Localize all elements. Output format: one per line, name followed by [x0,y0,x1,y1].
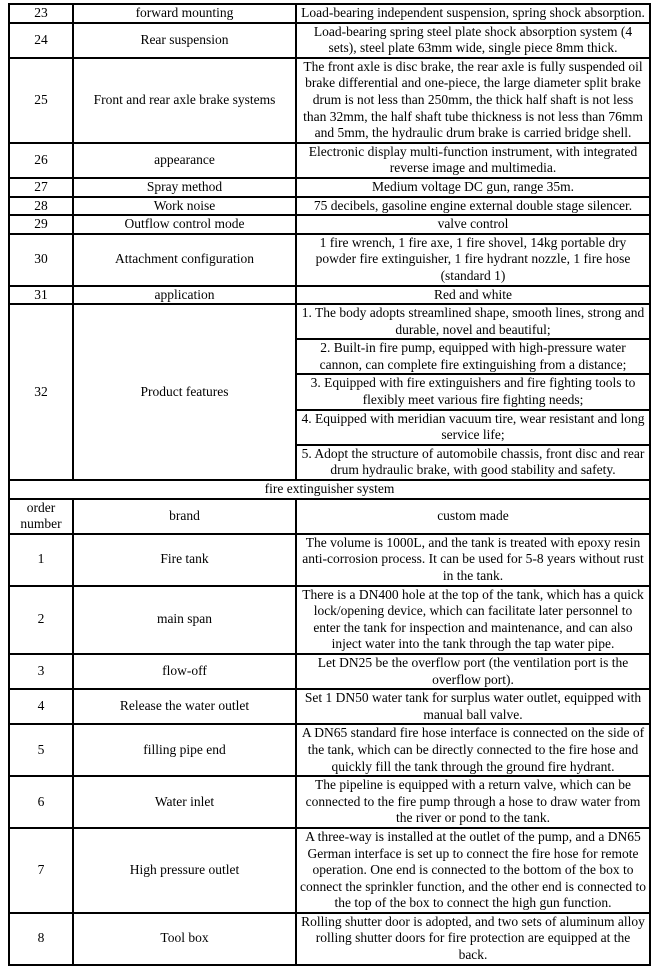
row-label: application [73,286,296,305]
table-row [9,215,650,234]
row-label: flow-off [73,654,296,689]
row-value: The volume is 1000L, and the tank is treated with epoxy resin anti-corrosion process. It can be used for 5-8 years without rust in the tank. [296,534,650,586]
row-number: 6 [9,776,73,828]
row-value: Load-bearing spring steel plate shock absorption system (4 sets), steel plate 63mm wide, single piece 8mm thick. [296,23,650,58]
header-row [9,499,650,534]
table-row [9,23,650,58]
row-number: 32 [9,304,73,480]
row-number: 4 [9,689,73,724]
row-label: filling pipe end [73,724,296,776]
row-label: forward mounting [73,4,296,23]
row-number: 1 [9,534,73,586]
row-value: The pipeline is equipped with a return valve, which can be connected to the fire pump through a hose to draw water from the river or pond to the tank. [296,776,650,828]
feature-item: 3. Equipped with fire extinguishers and fire fighting tools to flexibly meet various fire fighting needs; [296,374,650,409]
row-value: Electronic display multi-function instrument, with integrated reverse image and multimedia. [296,143,650,178]
specification-table [8,3,651,966]
table-row [9,689,650,724]
row-label: Release the water outlet [73,689,296,724]
col-header-custom-made: custom made [296,499,650,534]
table-row [9,654,650,689]
table-row [9,913,650,965]
row-value: The front axle is disc brake, the rear axle is fully suspended oil brake differential and one-piece, the large diameter split brake drum is not less than 250mm, the thick half shaft is not less than 32mm, the half shaft tube thickness is not less than 76mm and 5mm, the hydraulic drum brake is carried bridge shell. [296,58,650,143]
table-row [9,776,650,828]
row-label: main span [73,586,296,654]
row-label: Work noise [73,197,296,216]
feature-item: 1. The body adopts streamlined shape, smooth lines, strong and durable, novel and beautiful; [296,304,650,339]
feature-item: 2. Built-in fire pump, equipped with high-pressure water cannon, can complete fire extinguishing from a distance; [296,339,650,374]
row-value: Medium voltage DC gun, range 35m. [296,178,650,197]
table-row [9,58,650,143]
row-number: 27 [9,178,73,197]
row-number: 2 [9,586,73,654]
row-number: 5 [9,724,73,776]
row-label: Attachment configuration [73,234,296,286]
table-row [9,143,650,178]
row-value: A DN65 standard fire hose interface is connected on the side of the tank, which can be directly connected to the fire hose and quickly fill the tank through the ground fire hydrant. [296,724,650,776]
table-row [9,586,650,654]
feature-item: 4. Equipped with meridian vacuum tire, wear resistant and long service life; [296,410,650,445]
table-row [9,828,650,913]
row-number: 26 [9,143,73,178]
row-label: Fire tank [73,534,296,586]
table-row [9,534,650,586]
row-number: 25 [9,58,73,143]
row-number: 24 [9,23,73,58]
row-number: 7 [9,828,73,913]
table-row [9,234,650,286]
row-value: 1 fire wrench, 1 fire axe, 1 fire shovel, 14kg portable dry powder fire extinguisher, 1 fire hydrant nozzle, 1 fire hose (standard 1) [296,234,650,286]
row-label: High pressure outlet [73,828,296,913]
row-value: Set 1 DN50 water tank for surplus water outlet, equipped with manual ball valve. [296,689,650,724]
row-label: Water inlet [73,776,296,828]
row-number: 23 [9,4,73,23]
table-row [9,724,650,776]
row-number: 30 [9,234,73,286]
row-value: 75 decibels, gasoline engine external double stage silencer. [296,197,650,216]
row-label: Front and rear axle brake systems [73,58,296,143]
row-number: 31 [9,286,73,305]
table-row [9,4,650,23]
col-header-order-number: order number [9,499,73,534]
row-value: valve control [296,215,650,234]
row-value: Rolling shutter door is adopted, and two sets of aluminum alloy rolling shutter doors for fire protection are equipped at the back. [296,913,650,965]
row-label: Product features [73,304,296,480]
row-label: Tool box [73,913,296,965]
row-number: 8 [9,913,73,965]
row-number: 29 [9,215,73,234]
section-title-row [9,480,650,499]
col-header-brand: brand [73,499,296,534]
row-value: There is a DN400 hole at the top of the tank, which has a quick lock/opening device, which can facilitate later personnel to enter the tank for inspection and maintenance, and can also inject water into the tank through the tap water pipe. [296,586,650,654]
row-label: appearance [73,143,296,178]
table-row [9,286,650,305]
row-number: 28 [9,197,73,216]
table-row [9,178,650,197]
section-title: fire extinguisher system [9,480,650,499]
row-value: Red and white [296,286,650,305]
row-number: 3 [9,654,73,689]
row-value: Let DN25 be the overflow port (the ventilation port is the overflow port). [296,654,650,689]
row-value: Load-bearing independent suspension, spring shock absorption. [296,4,650,23]
table-row [9,197,650,216]
feature-item: 5. Adopt the structure of automobile chassis, front disc and rear drum hydraulic brake, with good stability and safety. [296,445,650,480]
row-label: Outflow control mode [73,215,296,234]
table-row-product-features [9,304,650,339]
row-value: A three-way is installed at the outlet of the pump, and a DN65 German interface is set up to connect the fire hose for remote operation. One end is connected to the bottom of the box to connect the sprinkler function, and the other end is connected to the top of the box to connect the high gun function. [296,828,650,913]
row-label: Rear suspension [73,23,296,58]
row-label: Spray method [73,178,296,197]
